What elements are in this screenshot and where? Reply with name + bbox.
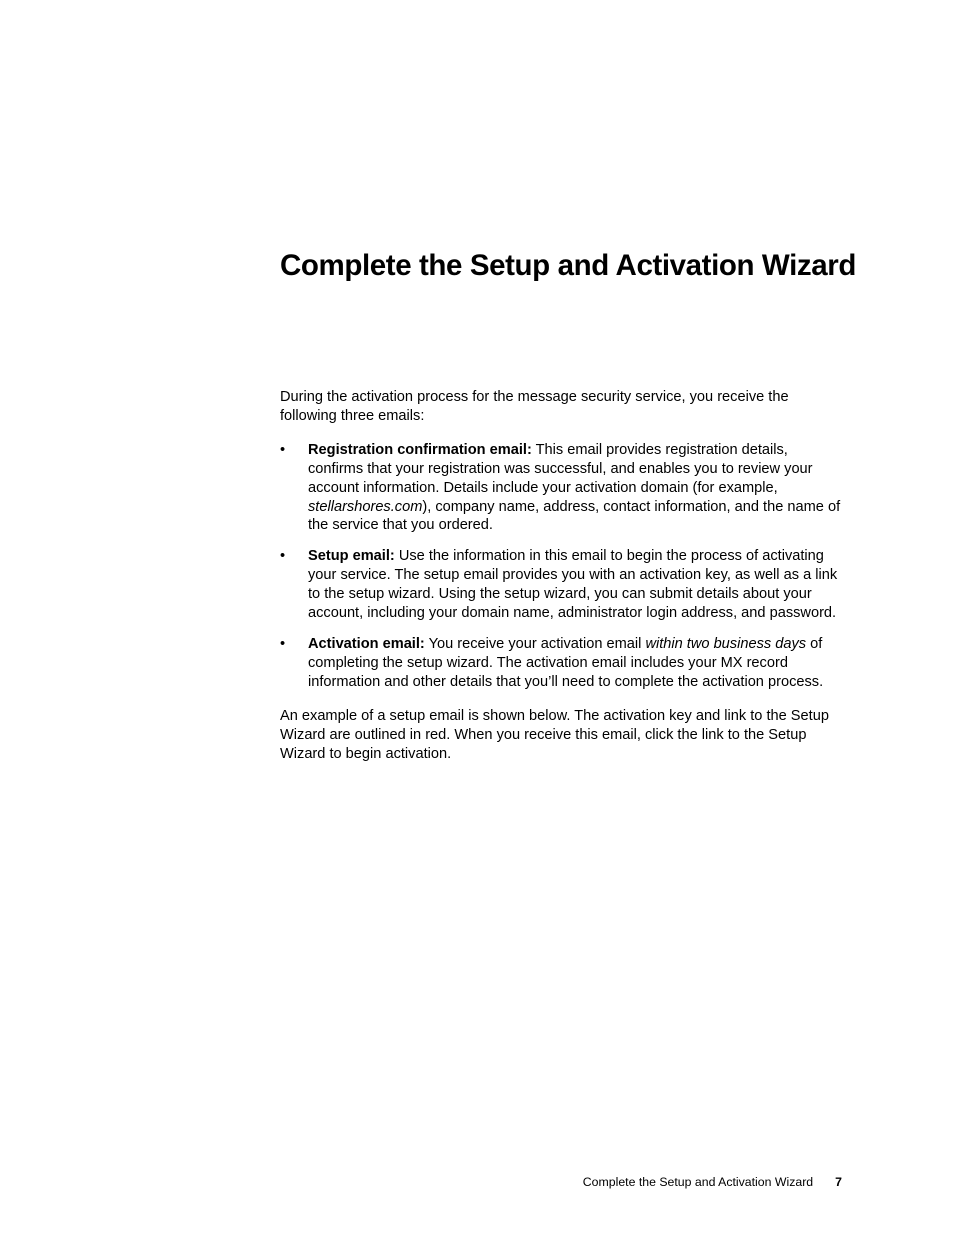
page-title: Complete the Setup and Activation Wizard	[280, 249, 856, 282]
bullet-icon: •	[280, 441, 286, 458]
term-activation-email: Activation email:	[308, 635, 425, 652]
page-footer	[480, 1174, 842, 1190]
description-part: ), company name, address, contact information, and the name of the service that you ordered.	[308, 498, 841, 534]
description-part: You receive your activation email	[424, 635, 646, 652]
term-registration-email: Registration confirmation email:	[308, 441, 532, 458]
bullet-icon: •	[280, 548, 286, 565]
description-part: Use the information in this email to begin the process of activating your service. The setup email provides you with an activation key, as well as a link to the setup wizard. Using the setup wizard, you can submit details about your account, including your domain name, administrator login address, and password.	[308, 548, 838, 622]
closing-paragraph: An example of a setup email is shown below. The activation key and link to the Setup Wizard are outlined in red. When you receive this email, click the link to the Setup Wizard to begin activation.	[280, 707, 829, 762]
term-setup-email: Setup email:	[308, 548, 395, 565]
email-list	[280, 441, 842, 692]
bullet-icon: •	[280, 635, 286, 652]
page-number: 7	[835, 1175, 842, 1189]
list-item-activation-email	[280, 635, 842, 692]
timeframe-emphasis: within two business days	[645, 635, 807, 652]
intro-paragraph: During the activation process for the message security service, you receive the following three emails:	[280, 389, 789, 424]
list-item-registration-email	[280, 441, 842, 536]
description-part: of completing the setup wizard. The activation email includes your MX record information and other details that you’ll need to complete the activation process.	[308, 635, 824, 690]
example-domain: stellarshores.com	[308, 498, 423, 515]
body-content	[280, 388, 842, 763]
description-part: This email provides registration details, confirms that your registration was successful, and enables you to review your account information. Details include your activation domain (for example,	[308, 441, 813, 496]
list-item-setup-email	[280, 547, 842, 623]
footer-section-title: Complete the Setup and Activation Wizard	[582, 1175, 814, 1189]
